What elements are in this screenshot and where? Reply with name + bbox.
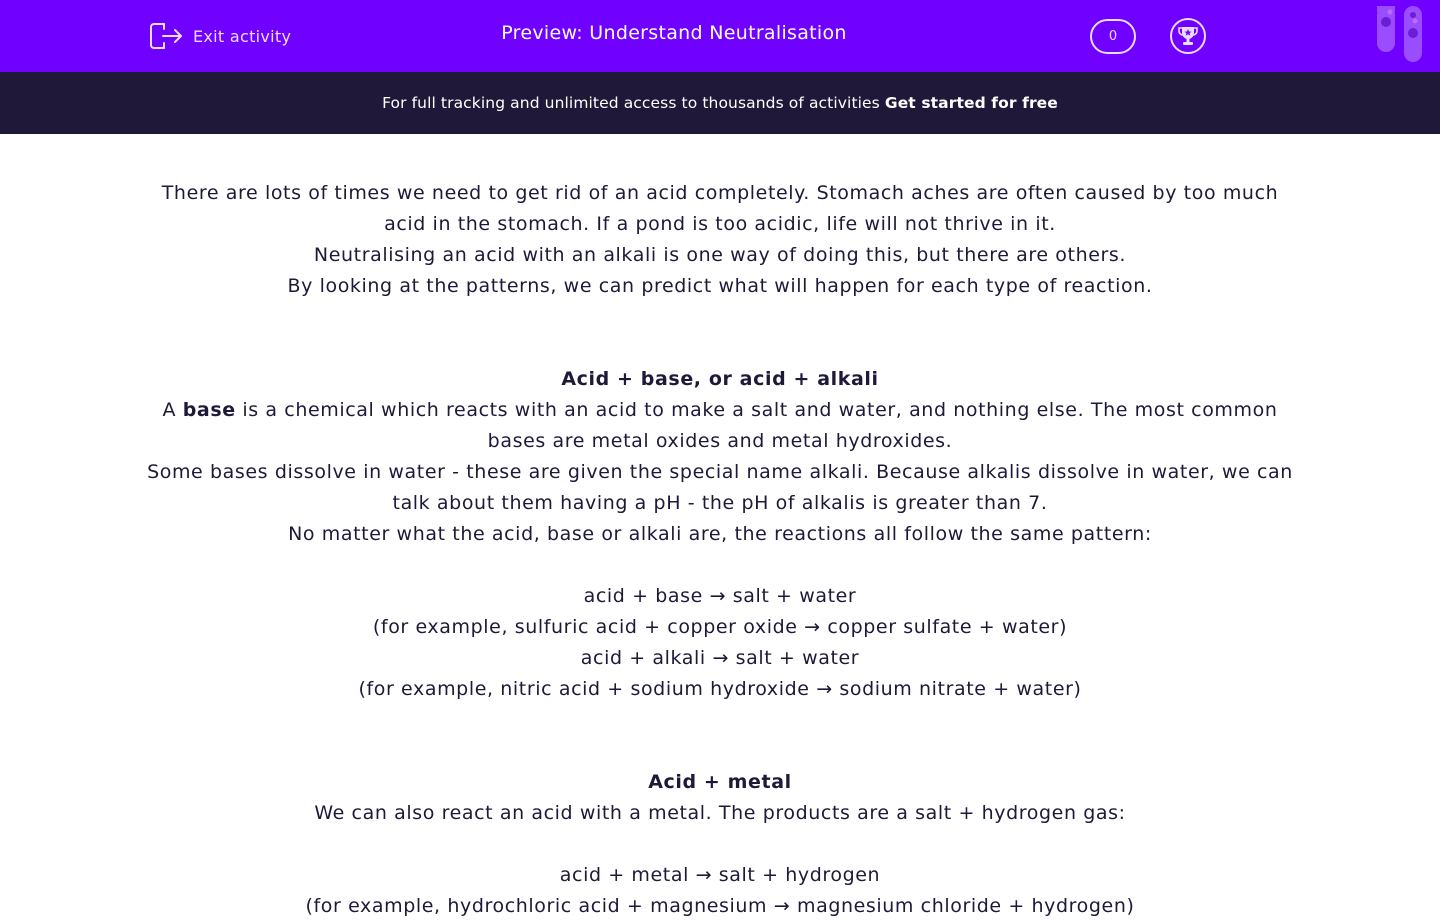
intro-paragraph-2: Neutralising an acid with an alkali is one way of doing this, but there are others. [313,244,1127,266]
intro-paragraph-1: There are lots of times we need to get rid of an acid completely. Stomach aches are often caused by too much acid in the stomach. If a pond is too acidic, life will not thrive in it. [161,182,1279,235]
base-term: base [182,399,236,421]
signup-banner [0,72,1440,134]
page-title-text: Preview: Understand Neutralisation [501,22,847,44]
page-title [0,22,1440,44]
exit-activity-label: Exit activity [193,26,292,46]
lesson-content [140,178,1300,922]
acid-metal-paragraph: We can also react an acid with a metal. The products are a salt + hydrogen gas: [314,802,1126,824]
intro-paragraph-3: By looking at the patterns, we can predict what will happen for each type of reaction. [287,275,1153,297]
section-heading-acid-metal: Acid + metal [648,771,792,793]
test-tubes-logo-icon [1376,6,1424,64]
example-acid-alkali: (for example, nitric acid + sodium hydroxide → sodium nitrate + water) [358,678,1082,700]
pattern-paragraph: No matter what the acid, base or alkali are, the reactions all follow the same pattern: [288,523,1152,545]
alkali-paragraph: Some bases dissolve in water - these are given the special name alkali. Because alkalis dissolve in water, we can talk about them having a pH - the pH of alkalis is greater than 7. [147,461,1293,514]
example-acid-base: (for example, sulfuric acid + copper oxide → copper sulfate + water) [372,616,1068,638]
equation-acid-base: acid + base → salt + water [583,585,857,607]
top-bar [0,0,1440,72]
score-badge: 0 [1090,19,1136,54]
equation-acid-metal: acid + metal → salt + hydrogen [559,864,881,886]
trophy-button[interactable] [1170,18,1206,54]
text: A [162,399,183,421]
equation-acid-alkali: acid + alkali → salt + water [580,647,860,669]
banner-text: For full tracking and unlimited access to thousands of activities [382,94,885,112]
trophy-icon [1177,25,1199,47]
text: is a chemical which reacts with an acid to make a salt and water, and nothing else. The most common bases are metal oxides and metal hydroxides. [235,399,1278,452]
section-heading-acid-base: Acid + base, or acid + alkali [561,368,879,390]
example-acid-metal: (for example, hydrochloric acid + magnesium → magnesium chloride + hydrogen) [305,895,1135,917]
base-definition [140,395,1300,457]
get-started-link[interactable]: Get started for free [884,94,1058,112]
